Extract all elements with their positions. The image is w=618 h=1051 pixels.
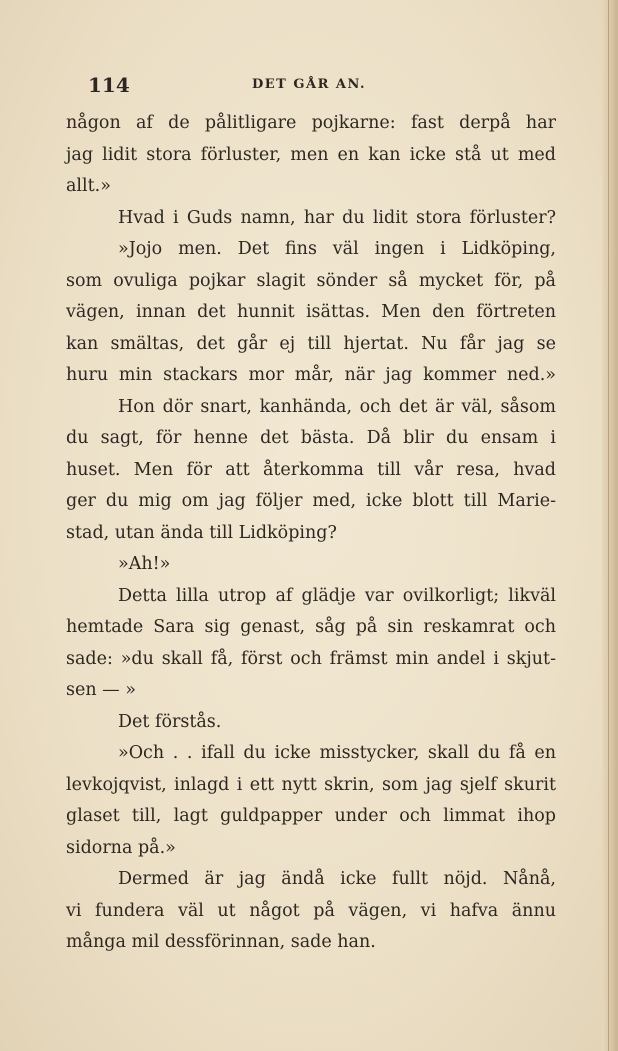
gutter-line [608,0,609,1051]
text-line: huru min stackars mor mår, när jag kommer ned.» [66,365,556,385]
text-line: Dermed är jag ändå icke fullt nöjd. Nånå, [118,869,556,889]
text-line: kan smältas, det går ej till hjertat. Nu får jag se [66,333,556,354]
text-line: sade: »du skall få, först och främst min andel i skjut- [66,648,556,669]
text-line: allt.» [66,176,111,196]
text-line: någon af de pålitligare pojkarne: fast derpå har [66,113,556,133]
text-line: Hon dör snart, kanhända, och det är väl, såsom [118,396,556,417]
page-number: 114 [88,73,130,97]
text-line: hemtade Sara sig genast, såg på sin reskamrat och [66,617,556,637]
running-head: DET GÅR AN. [252,77,367,92]
body-text [66,108,556,959]
text-line: Det förstås. [118,711,222,732]
text-line: ger du mig om jag följer med, icke blott till Marie- [66,491,556,511]
text-line: vägen, innan det hunnit isättas. Men den förtreten [66,302,556,322]
text-line: stad, utan ända till Lidköping? [66,522,337,543]
text-line: jag lidit stora förluster, men en kan icke stå ut med [66,144,556,165]
text-line: vi fundera väl ut något på vägen, vi hafva ännu [66,900,556,921]
text-line: huset. Men för att återkomma till vår resa, hvad [66,459,556,480]
text-line: Detta lilla utrop af glädje var ovilkorligt; likväl [118,585,556,606]
text-line: Hvad i Guds namn, har du lidit stora förluster? [118,207,556,228]
text-line: sidorna på.» [66,837,176,858]
page-header [88,73,558,99]
text-line: många mil dessförinnan, sade han. [66,932,376,952]
text-line: levkojqvist, inlagd i ett nytt skrin, som jag sjelf skurit [66,774,556,795]
text-line: »Ah!» [118,554,171,574]
text-line: »Och . . ifall du icke misstycker, skall du få en [118,743,556,763]
text-line: du sagt, för henne det bästa. Då blir du ensam i [66,428,556,448]
text-line: sen — » [66,680,136,700]
page-gutter [602,0,618,1051]
text-line: glaset till, lagt guldpapper under och limmat ihop [66,806,556,826]
text-line: som ovuliga pojkar slagit sönder så mycket för, på [66,270,556,291]
text-line: »Jojo men. Det fins väl ingen i Lidköping, [118,239,556,259]
